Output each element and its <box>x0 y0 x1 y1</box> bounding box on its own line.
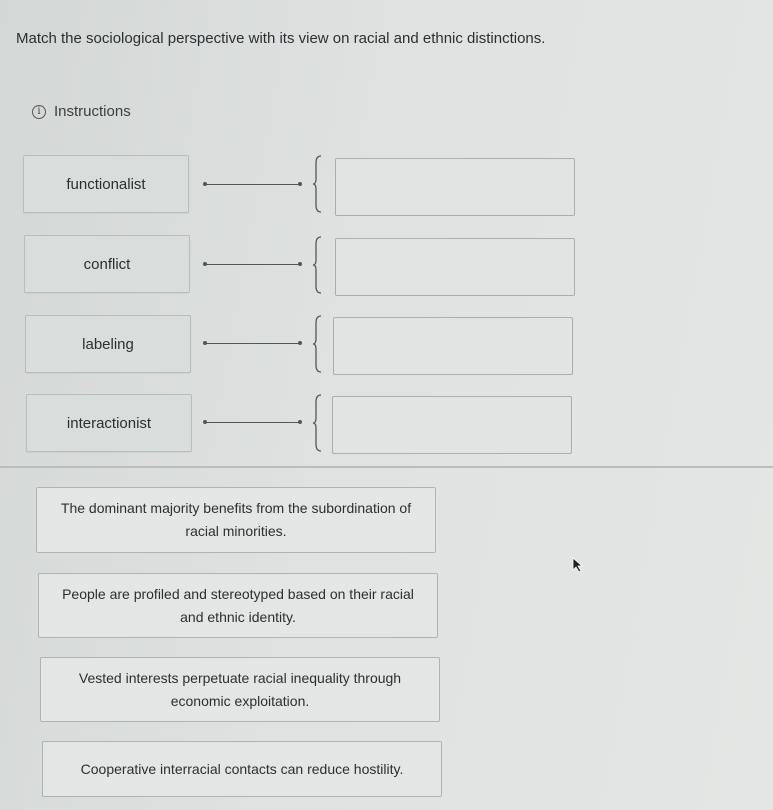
connector-arrow <box>205 422 300 423</box>
question-prompt: Match the sociological perspective with its view on racial and ethnic distinctions. <box>16 30 546 47</box>
term-labeling[interactable]: labeling <box>25 315 191 373</box>
brace-icon <box>312 236 322 294</box>
option-card[interactable]: The dominant majority benefits from the subordination of racial minorities. <box>36 487 436 553</box>
brace-icon <box>312 155 322 213</box>
instructions-label: Instructions <box>54 103 131 120</box>
brace-icon <box>312 394 322 452</box>
term-functionalist[interactable]: functionalist <box>23 155 189 213</box>
option-card[interactable]: Vested interests perpetuate racial inequality through economic exploitation. <box>40 657 440 722</box>
section-divider <box>0 466 773 468</box>
brace-icon <box>312 315 322 373</box>
drop-slot-1[interactable] <box>335 158 575 216</box>
option-card[interactable]: People are profiled and stereotyped based on their racial and ethnic identity. <box>38 573 438 638</box>
drop-slot-2[interactable] <box>335 238 575 296</box>
instructions-link[interactable] <box>32 103 131 120</box>
connector-arrow <box>205 343 300 344</box>
info-icon: i <box>32 105 46 119</box>
connector-arrow <box>205 264 300 265</box>
drop-slot-4[interactable] <box>332 396 572 454</box>
connector-arrow <box>205 184 300 185</box>
option-card[interactable]: Cooperative interracial contacts can reduce hostility. <box>42 741 442 797</box>
term-interactionist[interactable]: interactionist <box>26 394 192 452</box>
drop-slot-3[interactable] <box>333 317 573 375</box>
mouse-pointer-icon <box>572 557 584 573</box>
term-conflict[interactable]: conflict <box>24 235 190 293</box>
